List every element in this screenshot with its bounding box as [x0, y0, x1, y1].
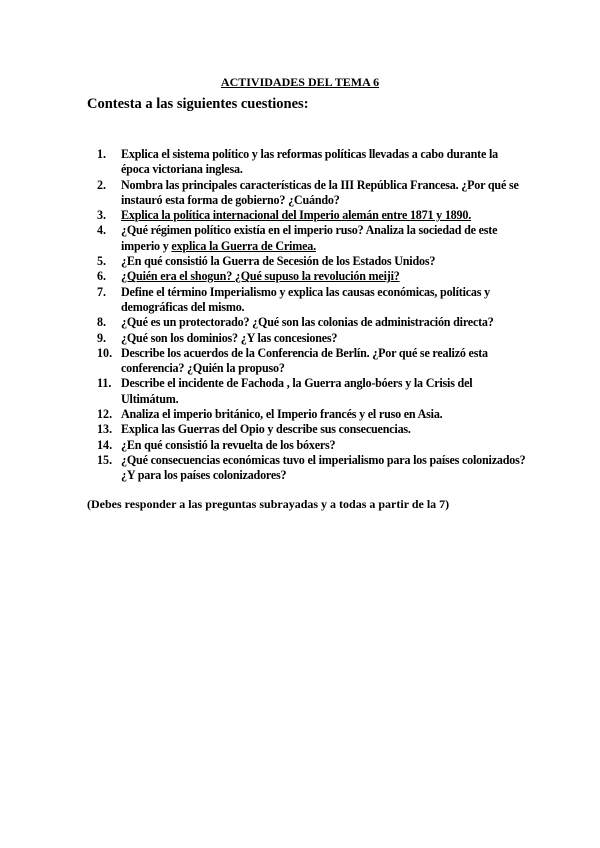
question-item-6: [88, 269, 528, 284]
question-number: 13.: [97, 422, 113, 437]
question-text: Describe los acuerdos de la Conferencia de Berlín. ¿Por qué se realizó esta conferencia? ¿Quién la propuso?: [121, 345, 488, 376]
question-number: 15.: [97, 452, 113, 467]
question-number: 14.: [97, 437, 113, 452]
question-text: Explica las Guerras del Opio y describe sus consecuencias.: [121, 422, 411, 437]
question-item-9: [88, 331, 528, 346]
question-number: 2.: [97, 177, 107, 192]
question-number: 12.: [97, 407, 113, 422]
page-title: ACTIVIDADES DEL TEMA 6: [220, 75, 380, 89]
question-item-15: [88, 453, 528, 484]
question-item-8: [88, 315, 528, 330]
question-item-5: [88, 254, 528, 269]
footer-note: (Debes responder a las preguntas subrayadas y a todas a partir de la 7): [87, 497, 450, 511]
question-number: 8.: [97, 315, 107, 330]
instructions-heading: Contesta a las siguientes cuestiones:: [87, 96, 309, 112]
question-number: 7.: [97, 284, 107, 299]
question-text: Define el término Imperialismo y explica las causas económicas, políticas y demográficas del mismo.: [121, 284, 490, 314]
question-item-11: [88, 376, 528, 407]
question-item-2: [88, 178, 528, 209]
question-item-7: [88, 285, 528, 316]
question-text: ¿Qué son los dominios? ¿Y las concesiones?: [121, 330, 338, 345]
question-text-part: ¿Qué régimen político existía en el imperio ruso? Analiza la sociedad de este imperio y: [121, 223, 498, 253]
question-text: Analiza el imperio británico, el Imperio francés y el ruso en Asia.: [121, 407, 443, 422]
question-item-12: [88, 407, 528, 422]
question-text: Nombra las principales características de la III República Francesa. ¿Por qué se instauró esta forma de gobierno? ¿Cuándo?: [121, 177, 519, 207]
question-text: [121, 223, 528, 254]
question-number: 10.: [97, 345, 113, 360]
question-number: 3.: [97, 208, 107, 223]
question-text: ¿En qué consistió la revuelta de los bóxers?: [121, 437, 336, 452]
question-text-underlined: ¿Quién era el shogun? ¿Qué supuso la revolución meiji?: [121, 269, 400, 284]
question-text: Explica el sistema político y las reformas políticas llevadas a cabo durante la época victoriana inglesa.: [121, 147, 499, 177]
question-number: 11.: [97, 376, 112, 391]
question-text: ¿Qué consecuencias económicas tuvo el imperialismo para los países colonizados? ¿Y para los países colonizadores?: [121, 452, 526, 483]
question-number: 4.: [97, 223, 107, 238]
question-item-14: [88, 438, 528, 453]
question-text: Describe el incidente de Fachoda , la Guerra anglo-bóers y la Crisis del Ultimátum.: [121, 376, 473, 406]
question-number: 6.: [97, 269, 107, 284]
question-number: 5.: [97, 254, 107, 269]
question-text-underlined: explica la Guerra de Crimea.: [171, 238, 316, 253]
question-text-underlined: Explica la política internacional del Imperio alemán entre 1871 y 1890.: [121, 208, 472, 223]
question-text: ¿Qué es un protectorado? ¿Qué son las colonias de administración directa?: [121, 315, 494, 330]
question-number: 9.: [97, 330, 107, 345]
question-item-4: [88, 223, 528, 254]
question-item-13: [88, 422, 528, 437]
questions-list: [88, 147, 528, 484]
question-item-10: [88, 346, 528, 377]
question-item-1: [88, 147, 528, 178]
question-number: 1.: [97, 147, 107, 161]
question-text: ¿En qué consistió la Guerra de Secesión de los Estados Unidos?: [121, 254, 436, 269]
question-item-3: [88, 208, 528, 223]
